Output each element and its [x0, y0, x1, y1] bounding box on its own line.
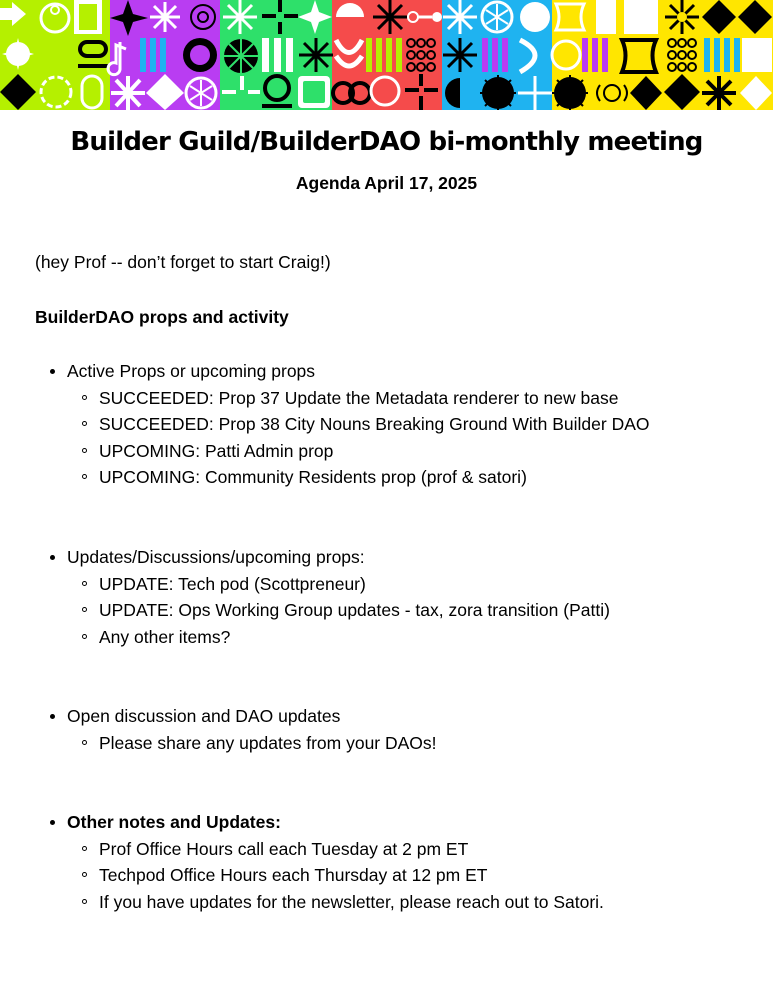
list-subitem: If you have updates for the newsletter, please reach out to Satori. [99, 892, 604, 912]
pattern-banner-graphic [0, 0, 773, 110]
section-heading: BuilderDAO props and activity [35, 307, 289, 327]
list-subitem: Techpod Office Hours each Thursday at 12 pm ET [99, 865, 488, 885]
list-subitem: Prof Office Hours call each Tuesday at 2 pm ET [99, 839, 469, 859]
list-subitem: UPCOMING: Patti Admin prop [99, 441, 334, 461]
list-subitem: Any other items? [99, 627, 231, 647]
list-subitem: UPDATE: Ops Working Group updates - tax, zora transition (Patti) [99, 600, 610, 620]
list-item: Other notes and Updates: [67, 812, 281, 832]
list-item: Open discussion and DAO updates [67, 706, 341, 726]
list-subitem: Please share any updates from your DAOs! [99, 733, 437, 753]
list-item: Updates/Discussions/upcoming props: [67, 547, 365, 567]
reminder-note: (hey Prof -- don’t forget to start Craig!) [35, 252, 331, 272]
list-subitem: SUCCEEDED: Prop 38 City Nouns Breaking Ground With Builder DAO [99, 414, 650, 434]
agenda-date: Agenda April 17, 2025 [295, 173, 478, 193]
list-subitem: SUCCEEDED: Prop 37 Update the Metadata renderer to new base [99, 388, 619, 408]
list-subitem: UPDATE: Tech pod (Scottpreneur) [99, 574, 366, 594]
header-banner [0, 0, 773, 110]
list-item: Active Props or upcoming props [67, 361, 316, 381]
page-title: Builder Guild/BuilderDAO bi-monthly meeting [70, 127, 703, 157]
list-subitem: UPCOMING: Community Residents prop (prof & satori) [99, 467, 527, 487]
